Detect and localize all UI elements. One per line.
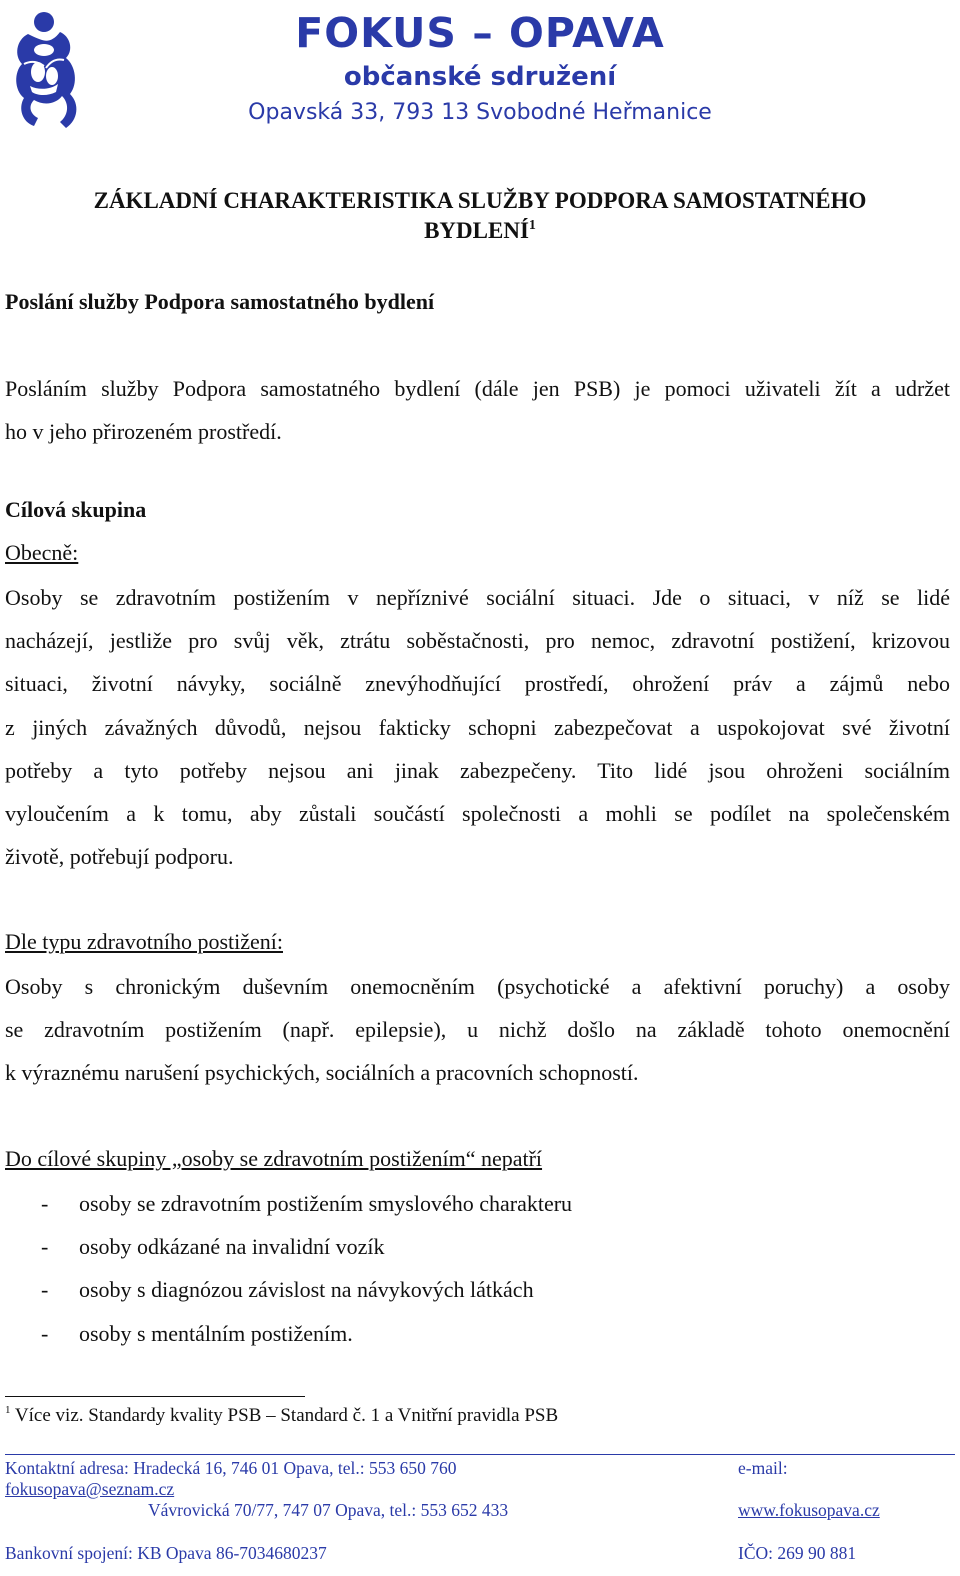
paragraph-line: Posláním služby Podpora samostatného bydlení (dále jen PSB) je pomoci uživateli žít a udržet [5,376,950,401]
mission-paragraph [5,367,950,453]
organization-type: občanské sdružení [343,62,617,92]
paragraph-line: z jiných závažných důvodů, nejsou fakticky schopni zabezpečovat a uspokojovat své životní [5,714,950,740]
paragraph-line: Osoby s chronickým duševním onemocněním (psychotické a afektivní poruchy) a osoby [5,974,950,999]
exclusion-label: Do cílové skupiny „osoby se zdravotním postižením“ nepatří [5,1146,543,1171]
fokus-opava-logo [8,6,80,130]
list-item [5,1312,572,1355]
list-dash: - [41,1320,49,1346]
list-item-text: osoby se zdravotním postižením smyslového charakteru [79,1191,573,1216]
list-item-text: osoby s mentálním postižením. [79,1320,353,1346]
footer-ico: IČO: 269 90 881 [738,1543,857,1563]
document-title [0,186,960,246]
document-title-line2-text: BYDLENÍ [424,218,529,243]
organization-address: Opavská 33, 793 13 Svobodné Heřmanice [248,100,712,125]
title-footnote-mark: 1 [528,218,536,233]
footer-email-link[interactable]: fokusopava@seznam.cz [5,1479,175,1499]
list-item [5,1225,572,1268]
footnote-divider [5,1396,305,1397]
paragraph-line: nacházejí, jestliže pro svůj věk, ztrátu soběstačnosti, pro nemoc, zdravotní postižení, krizovou [5,628,950,654]
letterhead [230,10,730,130]
footer-email-label: e-mail: [738,1458,788,1478]
list-item [5,1268,572,1311]
general-label: Obecně: [5,540,79,565]
paragraph-line: vyloučením a k tomu, aby zůstali součástí společnosti a mohli se podílet na společenském [5,801,950,827]
paragraph-line: ho v jeho přirozeném prostředí. [5,419,282,445]
footnote-mark: 1 [5,1404,11,1416]
document-title-line2 [0,216,960,246]
list-dash: - [41,1234,49,1260]
paragraph-line: potřeby a tyto potřeby nejsou ani jinak zabezpečeny. Tito lidé jsou ohroženi sociálním [5,757,950,783]
organization-name: FOKUS – OPAVA [295,9,665,57]
list-item-text: osoby s diagnózou závislost na návykových látkách [79,1277,534,1303]
footnote-text: Více viz. Standardy kvality PSB – Standard č. 1 a Vnitřní pravidla PSB [14,1405,559,1426]
exclusion-list [5,1182,572,1355]
paragraph-line: se zdravotním postižením (např. epilepsie), u nichž došlo na základě tohoto onemocnění [5,1017,950,1043]
paragraph-line: životě, potřebují podporu. [5,844,234,870]
footer-website-link[interactable]: www.fokusopava.cz [738,1500,880,1520]
footer-contact-address: Kontaktní adresa: Hradecká 16, 746 01 Opava, tel.: 553 650 760 [5,1458,457,1478]
list-item-text: osoby odkázané na invalidní vozík [79,1234,385,1260]
paragraph-line: situaci, životní návyky, sociálně znevýhodňující prostředí, ohrožení práv a zájmů nebo [5,671,950,697]
paragraph-line: k výraznému narušení psychických, sociálních a pracovních schopností. [5,1060,639,1086]
by-type-paragraph [5,965,950,1095]
footer-divider [5,1454,955,1455]
footer-address2: Vávrovická 70/77, 747 07 Opava, tel.: 553 652 433 [148,1500,509,1520]
list-dash: - [41,1191,49,1216]
document-title-line1: ZÁKLADNÍ CHARAKTERISTIKA SLUŽBY PODPORA SAMOSTATNÉHO [93,188,867,213]
footer-bank: Bankovní spojení: KB Opava 86-7034680237 [5,1543,327,1563]
list-dash: - [41,1277,49,1303]
by-type-label: Dle typu zdravotního postižení: [5,929,283,954]
footnote [5,1405,558,1427]
list-item [5,1182,572,1225]
mission-heading: Poslání služby Podpora samostatného bydlení [5,289,435,314]
paragraph-line: Osoby se zdravotním postižením v nepříznivé sociální situaci. Jde o situaci, v níž se lidé [5,585,950,610]
general-paragraph [5,576,950,878]
target-group-heading: Cílová skupina [5,497,147,522]
